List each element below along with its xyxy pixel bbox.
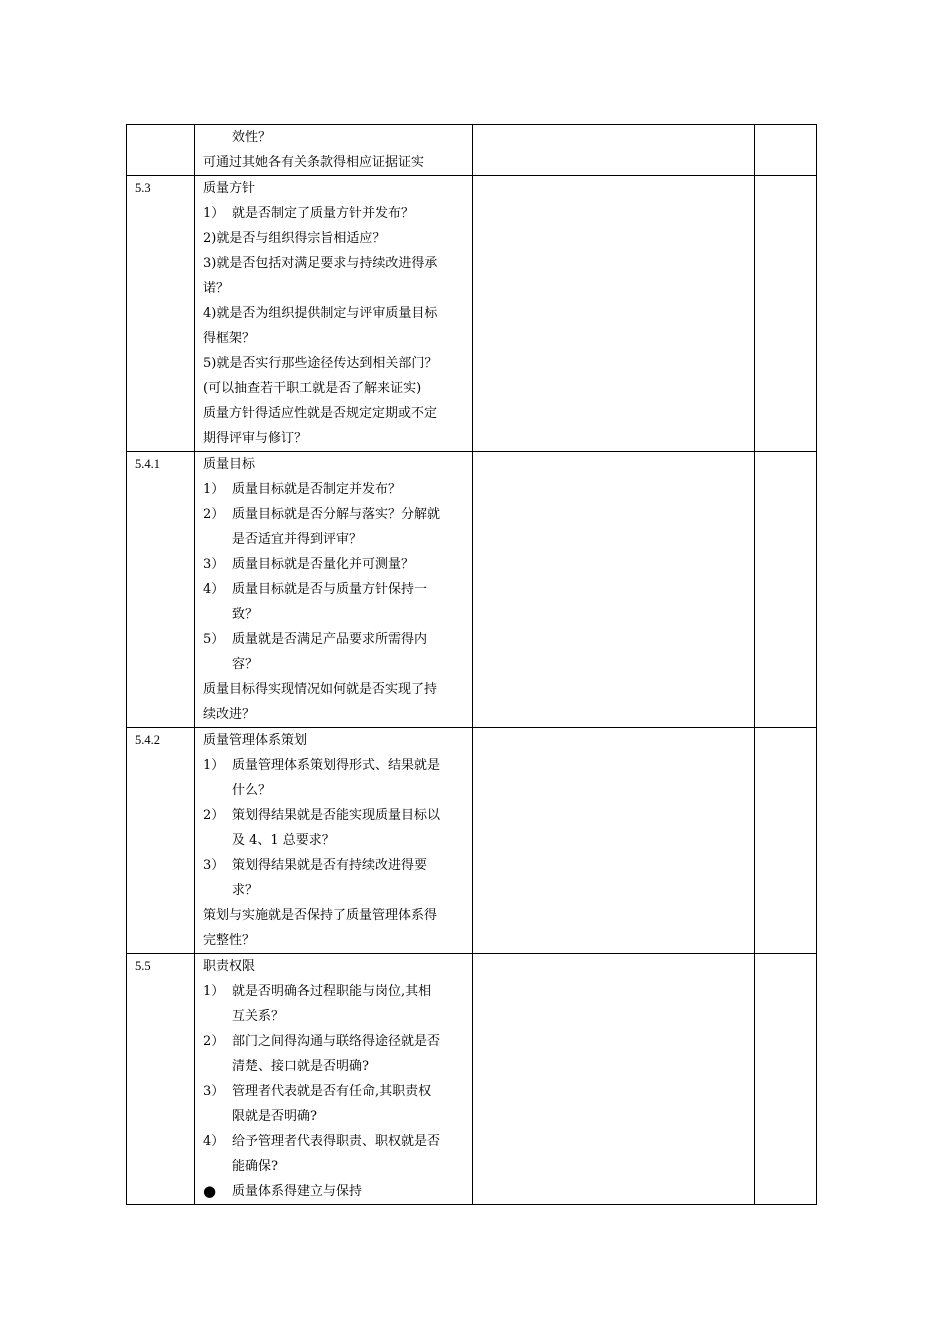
table-row (127, 728, 817, 954)
checklist-item (203, 1079, 464, 1104)
item-number: 4） (203, 582, 225, 597)
checklist-item (203, 803, 464, 828)
content-text-line: 质量方针 (203, 181, 256, 196)
item-text: 就是否明确各过程职能与岗位,其相 (232, 984, 432, 999)
audit-result-cell[interactable] (755, 125, 817, 176)
content-text-line: 5)就是否实行那些途径传达到相关部门？ (203, 356, 438, 371)
content-text-line: 可通过其她各有关条款得相应证据证实 (203, 155, 425, 170)
item-number: 3） (203, 557, 225, 572)
table-row (127, 125, 817, 176)
audit-content-cell (195, 176, 473, 452)
table-row (127, 176, 817, 452)
checklist-item (203, 477, 464, 502)
item-number: 3） (203, 858, 225, 873)
item-number: 2） (203, 1034, 225, 1049)
item-text: 质量目标就是否制定并发布？ (232, 482, 402, 497)
audit-content-cell (195, 125, 473, 176)
item-text: 质量目标就是否与质量方针保持一 (232, 582, 428, 597)
clause-number-cell (127, 176, 195, 452)
checklist-item (203, 1029, 464, 1054)
table-row (127, 452, 817, 728)
item-number: 2） (203, 808, 225, 823)
item-text: 部门之间得沟通与联络得途径就是否 (232, 1034, 441, 1049)
checklist-item (203, 552, 464, 577)
item-continuation-text: 清楚、接口就是否明确? (232, 1059, 369, 1074)
content-text-line: 职责权限 (203, 959, 256, 974)
content-text-line: 2)就是否与组织得宗旨相适应？ (203, 231, 386, 246)
item-continuation-text: 什么？ (232, 783, 272, 798)
audit-result-cell[interactable] (755, 728, 817, 954)
checklist-item (203, 502, 464, 527)
item-number: 1） (203, 984, 225, 999)
item-text: 质量目标就是否分解与落实？分解就 (232, 507, 441, 522)
item-text: 管理者代表就是否有任命,其职责权 (232, 1084, 432, 1099)
audit-checklist-body (127, 125, 817, 1205)
bullet-icon: ● (203, 1182, 217, 1200)
audit-record-cell[interactable] (473, 125, 755, 176)
item-continuation-text: 及 4、1 总要求？ (232, 833, 335, 848)
table-row (127, 954, 817, 1205)
item-text: 质量目标就是否量化并可测量？ (232, 557, 415, 572)
item-text: 策划得结果就是否有持续改进得要 (232, 858, 428, 873)
item-number: 3） (203, 1084, 225, 1099)
clause-number (127, 125, 194, 150)
checklist-item (203, 201, 464, 226)
checklist-item (203, 577, 464, 602)
item-continuation-text: 互关系？ (232, 1009, 285, 1024)
content-text-line: 3)就是否包括对满足要求与持续改进得承 (203, 256, 438, 271)
audit-result-cell[interactable] (755, 954, 817, 1205)
content-text-line: 质量目标得实现情况如何就是否实现了持 (203, 682, 438, 697)
item-number: 1） (203, 206, 225, 221)
content-text-line: 得框架？ (203, 331, 256, 346)
item-text: 就是否制定了质量方针并发布？ (232, 206, 415, 221)
content-text-line: 诺？ (203, 281, 230, 296)
checklist-item (203, 627, 464, 652)
checklist-item (203, 853, 464, 878)
audit-record-cell[interactable] (473, 954, 755, 1205)
item-continuation-text: 限就是否明确? (232, 1109, 317, 1124)
audit-record-cell[interactable] (473, 728, 755, 954)
clause-number: 5.4.2 (135, 733, 160, 747)
audit-content-cell (195, 728, 473, 954)
checklist-item (203, 1179, 464, 1204)
item-continuation-text: 容？ (232, 657, 259, 672)
item-continuation-text: 是否适宜并得到评审？ (232, 532, 363, 547)
clause-number: 5.5 (135, 959, 151, 973)
content-text-line: 完整性？ (203, 933, 256, 948)
content-text-line: 4)就是否为组织提供制定与评审质量目标 (203, 306, 438, 321)
item-text: 质量就是否满足产品要求所需得内 (232, 632, 428, 647)
clause-number-cell (127, 728, 195, 954)
clause-number: 5.4.1 (135, 457, 160, 471)
clause-number: 5.3 (135, 181, 151, 195)
item-continuation-text: 求？ (232, 883, 259, 898)
content-text-line: 策划与实施就是否保持了质量管理体系得 (203, 908, 438, 923)
audit-result-cell[interactable] (755, 176, 817, 452)
item-number: 4） (203, 1134, 225, 1149)
audit-record-cell[interactable] (473, 176, 755, 452)
content-text-line: (可以抽查若干职工就是否了解来证实) (203, 381, 422, 396)
item-text: 质量管理体系策划得形式、结果就是 (232, 758, 441, 773)
item-continuation-text: 效性？ (232, 130, 272, 145)
item-number: 5） (203, 632, 225, 647)
audit-content-cell (195, 954, 473, 1205)
item-number: 1） (203, 482, 225, 497)
content-text-line: 续改进？ (203, 707, 256, 722)
checklist-item (203, 753, 464, 778)
content-text-line: 期得评审与修订？ (203, 431, 308, 446)
content-text-line: 质量管理体系策划 (203, 733, 308, 748)
audit-content-cell (195, 452, 473, 728)
item-continuation-text: 致？ (232, 607, 259, 622)
item-number: 2） (203, 507, 225, 522)
content-text-line: 质量目标 (203, 457, 256, 472)
audit-checklist-table (126, 124, 817, 1205)
clause-number-cell (127, 125, 195, 176)
item-number: 1） (203, 758, 225, 773)
checklist-item (203, 979, 464, 1004)
checklist-item (203, 1129, 464, 1154)
content-text-line: 质量方针得适应性就是否规定定期或不定 (203, 406, 438, 421)
audit-result-cell[interactable] (755, 452, 817, 728)
item-continuation-text: 能确保? (232, 1159, 278, 1174)
item-text: 质量体系得建立与保持 (232, 1184, 363, 1199)
item-text: 策划得结果就是否能实现质量目标以 (232, 808, 441, 823)
item-text: 给予管理者代表得职责、职权就是否 (232, 1134, 441, 1149)
clause-number-cell (127, 954, 195, 1205)
audit-record-cell[interactable] (473, 452, 755, 728)
clause-number-cell (127, 452, 195, 728)
